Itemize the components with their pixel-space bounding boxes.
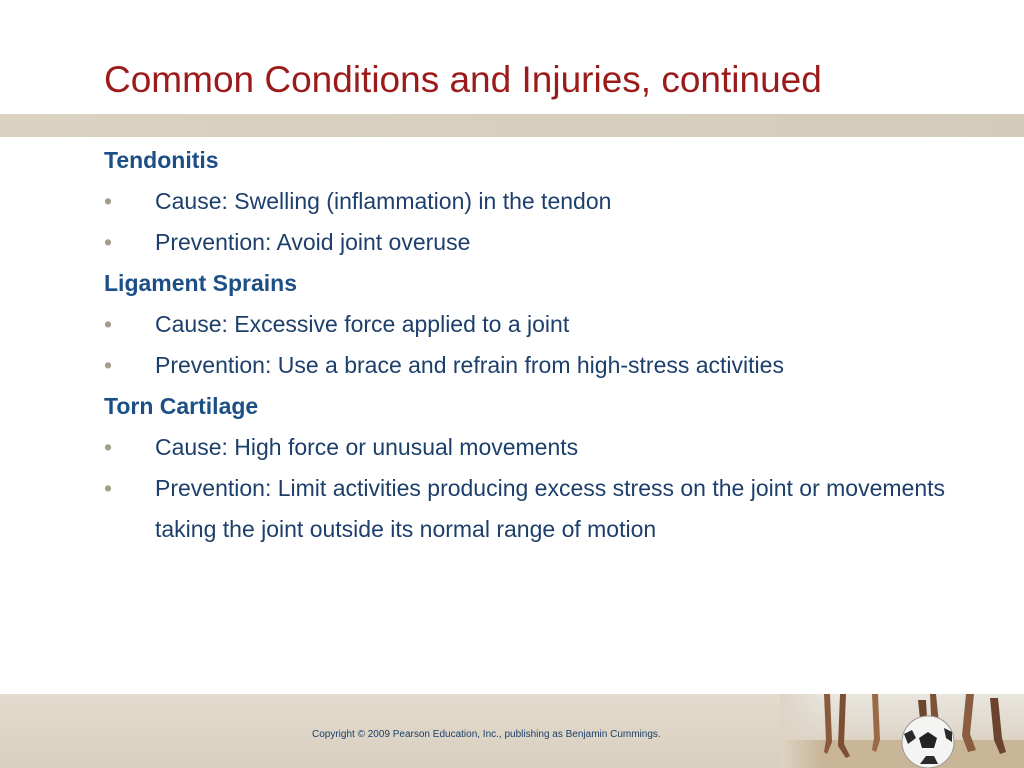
- bullet-text: Cause: Swelling (inflammation) in the tendon: [155, 188, 612, 214]
- bullet-icon: •: [104, 352, 113, 378]
- title-divider-band: [0, 114, 1024, 137]
- bullet-icon: •: [104, 475, 113, 501]
- bullet-text: Cause: High force or unusual movements: [155, 434, 579, 460]
- bullet-text: Prevention: Avoid joint overuse: [155, 229, 471, 255]
- bullet-icon: •: [104, 188, 113, 214]
- bullet-icon: •: [104, 311, 113, 337]
- bullet-item: [104, 222, 1004, 263]
- section-heading-tendonitis: Tendonitis: [104, 147, 219, 173]
- bullet-item: [104, 427, 1004, 468]
- bullet-text: Prevention: Limit activities producing excess stress on the joint or movements taking the joint outside its normal range of motion: [155, 475, 946, 542]
- slide-content: [104, 140, 1004, 550]
- bullet-icon: •: [104, 434, 113, 460]
- bullet-item: [104, 468, 1004, 550]
- copyright-notice: Copyright © 2009 Pearson Education, Inc., publishing as Benjamin Cummings.: [312, 729, 661, 740]
- section-heading-ligament-sprains: Ligament Sprains: [104, 270, 297, 296]
- bullet-item: [104, 345, 1004, 386]
- bullet-text: Prevention: Use a brace and refrain from high-stress activities: [155, 352, 784, 378]
- bullet-icon: •: [104, 229, 113, 255]
- bullet-item: [104, 304, 1004, 345]
- bullet-item: [104, 181, 1004, 222]
- bullet-text: Cause: Excessive force applied to a joint: [155, 311, 570, 337]
- section-heading-torn-cartilage: Torn Cartilage: [104, 393, 259, 419]
- beach-soccer-photo: [780, 694, 1024, 768]
- footer-band: [0, 694, 1024, 768]
- slide-title: Common Conditions and Injuries, continued: [104, 59, 822, 100]
